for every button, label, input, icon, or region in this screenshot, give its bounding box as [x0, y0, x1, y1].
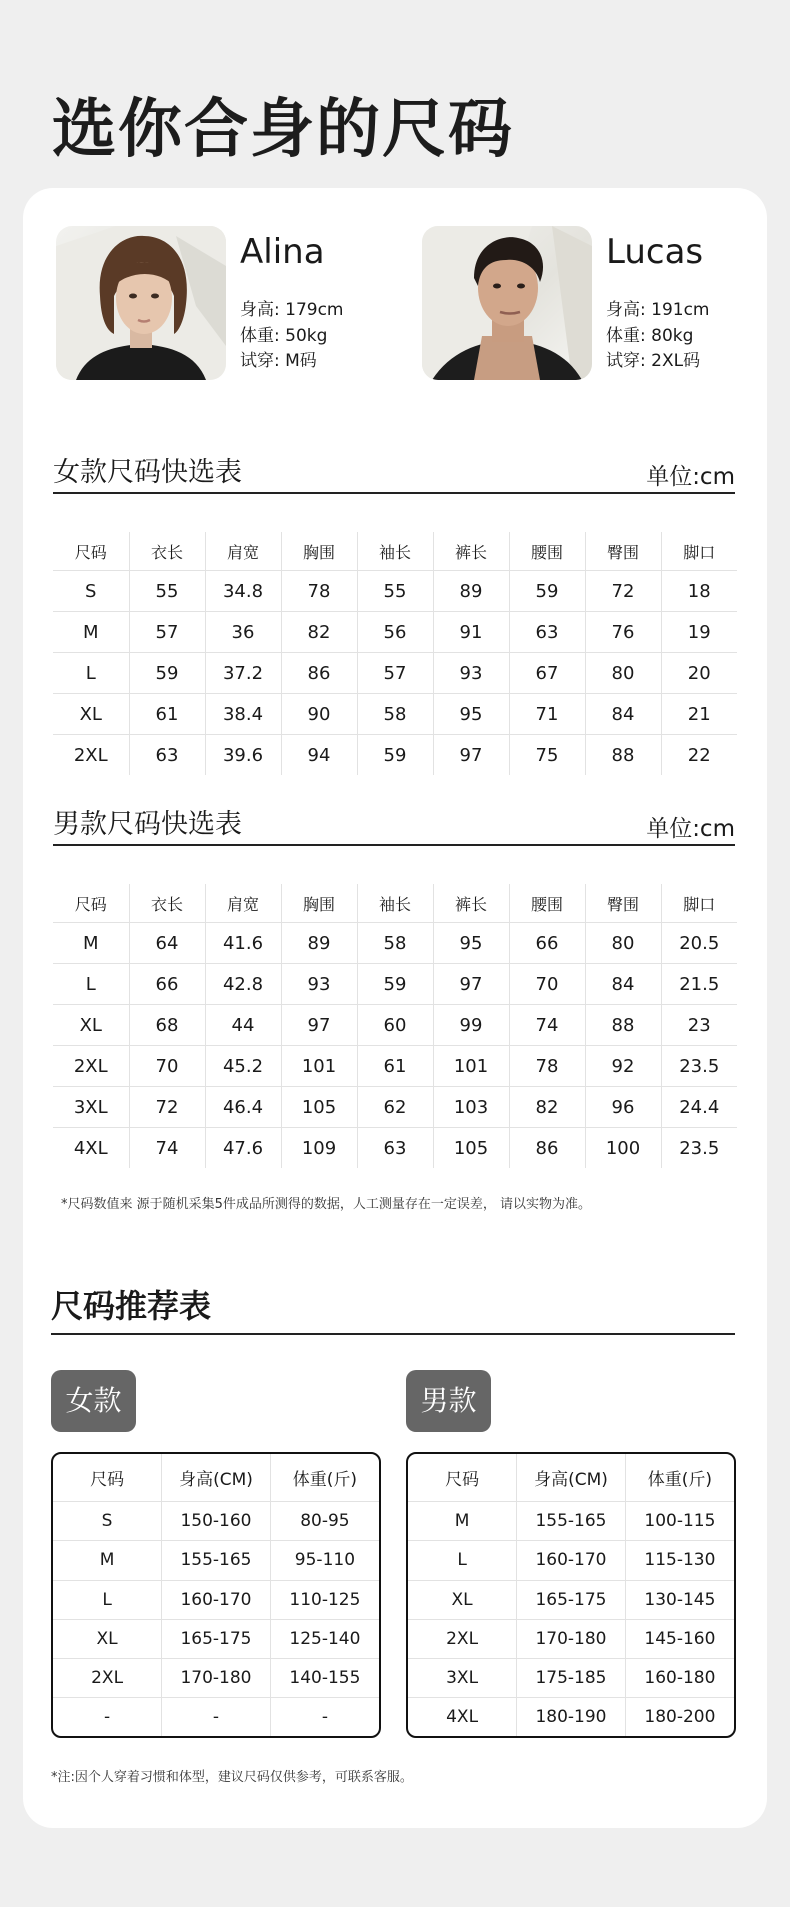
- table-cell: 96: [585, 1087, 661, 1128]
- men-quick-table: [53, 884, 737, 1168]
- recommend-header: [51, 1281, 735, 1335]
- table-cell: 22: [687, 744, 711, 766]
- model-size: 试穿: 2XL码: [606, 351, 701, 371]
- table-cell: -: [162, 1698, 271, 1736]
- table-cell: 101: [281, 1046, 357, 1087]
- table-cell: XL: [53, 1005, 129, 1046]
- table-row: [53, 653, 737, 694]
- table-row: [53, 1580, 379, 1619]
- women-quick-header: [53, 448, 735, 494]
- table-cell: 21.5: [661, 964, 737, 1005]
- table-cell: 160-170: [517, 1541, 626, 1580]
- table-cell: 72: [585, 571, 661, 612]
- model-name: Alina: [240, 232, 325, 272]
- table-cell: 160-170: [162, 1580, 271, 1619]
- table-cell: 56: [357, 612, 433, 653]
- measurement-note: *尺码数值来 源于随机采集5件成品所测得的数据，人工测量存在一定误差， 请以实物为准。: [61, 1197, 592, 1212]
- table-cell: 57: [357, 653, 433, 694]
- table-cell: 180-190: [517, 1698, 626, 1736]
- model-height: 身高: 179cm: [240, 300, 344, 320]
- table-cell: 150-160: [162, 1502, 271, 1541]
- table-cell: 89: [433, 571, 509, 612]
- table-cell: 36: [205, 612, 281, 653]
- model-photo-alina: [56, 226, 226, 380]
- table-cell: M: [53, 1541, 162, 1580]
- table-cell: 59: [357, 735, 433, 776]
- table-cell: 57: [129, 612, 205, 653]
- table-cell: 62: [357, 1087, 433, 1128]
- table-cell: 45.2: [205, 1046, 281, 1087]
- model-weight: 体重: 80kg: [606, 325, 694, 346]
- table-row: [53, 1698, 379, 1736]
- table-cell: 60: [357, 1005, 433, 1046]
- table-cell: 140-155: [270, 1658, 379, 1697]
- table-cell: 155-165: [517, 1502, 626, 1541]
- table-cell: 70: [509, 964, 585, 1005]
- table-cell: 80-95: [270, 1502, 379, 1541]
- table-row: [53, 612, 737, 653]
- men-quick-header: [53, 800, 735, 846]
- table-row: [53, 1619, 379, 1658]
- table-row: [408, 1502, 734, 1541]
- column-header: 衣长: [129, 532, 205, 571]
- table-cell: 115-130: [625, 1541, 734, 1580]
- women-label-pill: 女款: [51, 1370, 136, 1432]
- table-cell: 92: [585, 1046, 661, 1087]
- table-row: [53, 571, 737, 612]
- table-cell: 41.6: [205, 923, 281, 964]
- column-header: 胸围: [281, 532, 357, 571]
- table-cell: 74: [129, 1128, 205, 1169]
- section-title: 男款尺码快选表: [53, 809, 242, 840]
- table-row: [53, 1128, 737, 1169]
- table-cell: S: [53, 1502, 162, 1541]
- table-cell: 97: [281, 1005, 357, 1046]
- table-header-row: [53, 532, 737, 571]
- table-row: [53, 1005, 737, 1046]
- table-cell: 110-125: [270, 1580, 379, 1619]
- column-header: 身高(CM): [162, 1454, 271, 1502]
- column-header: 裤长: [433, 532, 509, 571]
- table-cell: 125-140: [270, 1619, 379, 1658]
- table-cell: 20: [661, 653, 737, 694]
- table-cell: 93: [281, 964, 357, 1005]
- table-cell: 82: [509, 1087, 585, 1128]
- table-cell: 20.5: [661, 923, 737, 964]
- column-header: 脚口: [661, 532, 737, 571]
- table-header-row: [53, 1454, 379, 1502]
- table-cell: 2XL: [408, 1619, 517, 1658]
- table-cell: 21: [661, 694, 737, 735]
- table-cell: 39.6: [205, 735, 281, 776]
- table-cell: 86: [281, 653, 357, 694]
- table-cell: 105: [281, 1087, 357, 1128]
- column-header: 臀围: [585, 532, 661, 571]
- column-header: 体重(斤): [625, 1454, 734, 1502]
- table-cell: 58: [357, 694, 433, 735]
- column-header: 腰围: [509, 532, 585, 571]
- table-row: [53, 1502, 379, 1541]
- table-cell: 84: [585, 694, 661, 735]
- table-cell: L: [53, 964, 129, 1005]
- table-row: [53, 1087, 737, 1128]
- table-cell: 88: [585, 1005, 661, 1046]
- table-cell: XL: [53, 694, 129, 735]
- table-cell: 47.6: [205, 1128, 281, 1169]
- table-cell: 61: [357, 1046, 433, 1087]
- section-title: 女款尺码快选表: [53, 457, 242, 488]
- table-cell: 160-180: [625, 1658, 734, 1697]
- table-cell: 23.5: [661, 1046, 737, 1087]
- table-cell: 68: [129, 1005, 205, 1046]
- table-cell: -: [321, 1707, 328, 1728]
- table-cell: L: [53, 653, 129, 694]
- column-header: 袖长: [357, 884, 433, 923]
- table-cell: 2XL: [53, 735, 129, 776]
- table-cell: 95: [433, 694, 509, 735]
- table-cell: 46.4: [205, 1087, 281, 1128]
- table-cell: 34.8: [205, 571, 281, 612]
- table-cell: 95: [433, 923, 509, 964]
- table-row: [408, 1541, 734, 1580]
- table-cell: 86: [509, 1128, 585, 1169]
- table-cell: 94: [281, 735, 357, 776]
- table-cell: 103: [433, 1087, 509, 1128]
- men-recommend-table: [406, 1452, 736, 1738]
- table-cell: 38.4: [205, 694, 281, 735]
- table-cell: M: [408, 1502, 517, 1541]
- column-header: 腰围: [509, 884, 585, 923]
- table-row: [408, 1619, 734, 1658]
- column-header: 肩宽: [205, 532, 281, 571]
- table-row: [408, 1698, 734, 1736]
- table-cell: 3XL: [408, 1658, 517, 1697]
- table-cell: 63: [129, 735, 205, 776]
- table-cell: 59: [509, 571, 585, 612]
- table-cell: M: [53, 612, 129, 653]
- table-row: [53, 1658, 379, 1697]
- table-cell: XL: [408, 1580, 517, 1619]
- table-cell: 78: [509, 1046, 585, 1087]
- table-row: [408, 1580, 734, 1619]
- table-cell: 155-165: [162, 1541, 271, 1580]
- table-cell: S: [53, 571, 129, 612]
- page-title: 选你合身的尺码: [52, 93, 514, 167]
- table-cell: 72: [129, 1087, 205, 1128]
- section-title: 尺码推荐表: [51, 1287, 212, 1325]
- table-cell: 165-175: [517, 1580, 626, 1619]
- table-cell: 63: [357, 1128, 433, 1169]
- model-stats: [606, 298, 710, 375]
- table-cell: 97: [433, 964, 509, 1005]
- column-header: 衣长: [129, 884, 205, 923]
- table-cell: 23: [661, 1005, 737, 1046]
- women-recommend-table: [51, 1452, 381, 1738]
- table-cell: 67: [509, 653, 585, 694]
- table-cell: -: [53, 1698, 162, 1736]
- table-cell: 84: [585, 964, 661, 1005]
- column-header: 尺码: [53, 1454, 162, 1502]
- table-cell: 55: [129, 571, 205, 612]
- table-cell: 99: [433, 1005, 509, 1046]
- table-row: [53, 694, 737, 735]
- table-cell: 64: [129, 923, 205, 964]
- table-cell: 130-145: [625, 1580, 734, 1619]
- table-cell: 170-180: [162, 1658, 271, 1697]
- table-cell: 91: [433, 612, 509, 653]
- table-header-row: [408, 1454, 734, 1502]
- column-header: 尺码: [408, 1454, 517, 1502]
- table-cell: 58: [357, 923, 433, 964]
- column-header: 尺码: [53, 532, 129, 571]
- table-cell: 93: [433, 653, 509, 694]
- table-cell: 4XL: [53, 1128, 129, 1169]
- table-cell: 95-110: [270, 1541, 379, 1580]
- table-cell: 18: [661, 571, 737, 612]
- table-cell: 109: [281, 1128, 357, 1169]
- table-cell: 2XL: [53, 1046, 129, 1087]
- model-size: 试穿: M码: [240, 351, 317, 371]
- table-cell: 165-175: [162, 1619, 271, 1658]
- table-cell: 74: [509, 1005, 585, 1046]
- table-cell: 170-180: [517, 1619, 626, 1658]
- table-cell: 76: [585, 612, 661, 653]
- table-cell: 100: [585, 1128, 661, 1169]
- table-cell: 78: [281, 571, 357, 612]
- column-header: 袖长: [357, 532, 433, 571]
- column-header: 臀围: [585, 884, 661, 923]
- column-header: 体重(斤): [270, 1454, 379, 1502]
- table-cell: 55: [357, 571, 433, 612]
- column-header: 脚口: [661, 884, 737, 923]
- men-label-pill: 男款: [406, 1370, 491, 1432]
- table-cell: 23.5: [679, 1137, 720, 1159]
- table-cell: M: [53, 923, 129, 964]
- column-header: 身高(CM): [517, 1454, 626, 1502]
- table-cell: 75: [509, 735, 585, 776]
- table-cell: 100-115: [625, 1502, 734, 1541]
- model-name: Lucas: [606, 232, 704, 272]
- table-row: [53, 923, 737, 964]
- table-cell: 37.2: [205, 653, 281, 694]
- unit-label: 单位:cm: [646, 816, 735, 842]
- table-cell: 88: [585, 735, 661, 776]
- table-cell: 4XL: [408, 1698, 517, 1736]
- table-cell: 2XL: [53, 1658, 162, 1697]
- table-cell: 59: [357, 964, 433, 1005]
- model-weight: 体重: 50kg: [240, 325, 328, 346]
- table-cell: 70: [129, 1046, 205, 1087]
- table-cell: 80: [585, 923, 661, 964]
- table-row: [408, 1658, 734, 1697]
- table-cell: 80: [585, 653, 661, 694]
- table-cell: 89: [281, 923, 357, 964]
- table-cell: 105: [433, 1128, 509, 1169]
- unit-label: 单位:cm: [646, 464, 735, 490]
- table-cell: 59: [129, 653, 205, 694]
- table-cell: L: [408, 1541, 517, 1580]
- table-cell: 42.8: [205, 964, 281, 1005]
- column-header: 胸围: [281, 884, 357, 923]
- table-row: [53, 1541, 379, 1580]
- column-header: 肩宽: [205, 884, 281, 923]
- table-cell: 66: [509, 923, 585, 964]
- table-cell: 44: [205, 1005, 281, 1046]
- table-cell: 3XL: [53, 1087, 129, 1128]
- table-cell: 180-200: [644, 1707, 716, 1728]
- table-cell: 63: [509, 612, 585, 653]
- table-cell: 66: [129, 964, 205, 1005]
- model-photo-lucas: [422, 226, 592, 380]
- table-cell: 61: [129, 694, 205, 735]
- women-quick-table: [53, 532, 737, 775]
- table-cell: 19: [661, 612, 737, 653]
- table-cell: 101: [433, 1046, 509, 1087]
- table-row: [53, 735, 737, 776]
- column-header: 尺码: [53, 884, 129, 923]
- column-header: 裤长: [433, 884, 509, 923]
- table-cell: 175-185: [517, 1658, 626, 1697]
- model-stats: [240, 298, 344, 375]
- table-cell: L: [53, 1580, 162, 1619]
- table-cell: 145-160: [625, 1619, 734, 1658]
- table-cell: 71: [509, 694, 585, 735]
- table-cell: 82: [281, 612, 357, 653]
- table-cell: XL: [53, 1619, 162, 1658]
- model-height: 身高: 191cm: [606, 300, 710, 320]
- table-cell: 24.4: [661, 1087, 737, 1128]
- table-header-row: [53, 884, 737, 923]
- table-row: [53, 1046, 737, 1087]
- table-cell: 97: [433, 735, 509, 776]
- table-row: [53, 964, 737, 1005]
- table-cell: 90: [281, 694, 357, 735]
- footer-note: *注:因个人穿着习惯和体型，建议尺码仅供参考，可联系客服。: [51, 1770, 413, 1785]
